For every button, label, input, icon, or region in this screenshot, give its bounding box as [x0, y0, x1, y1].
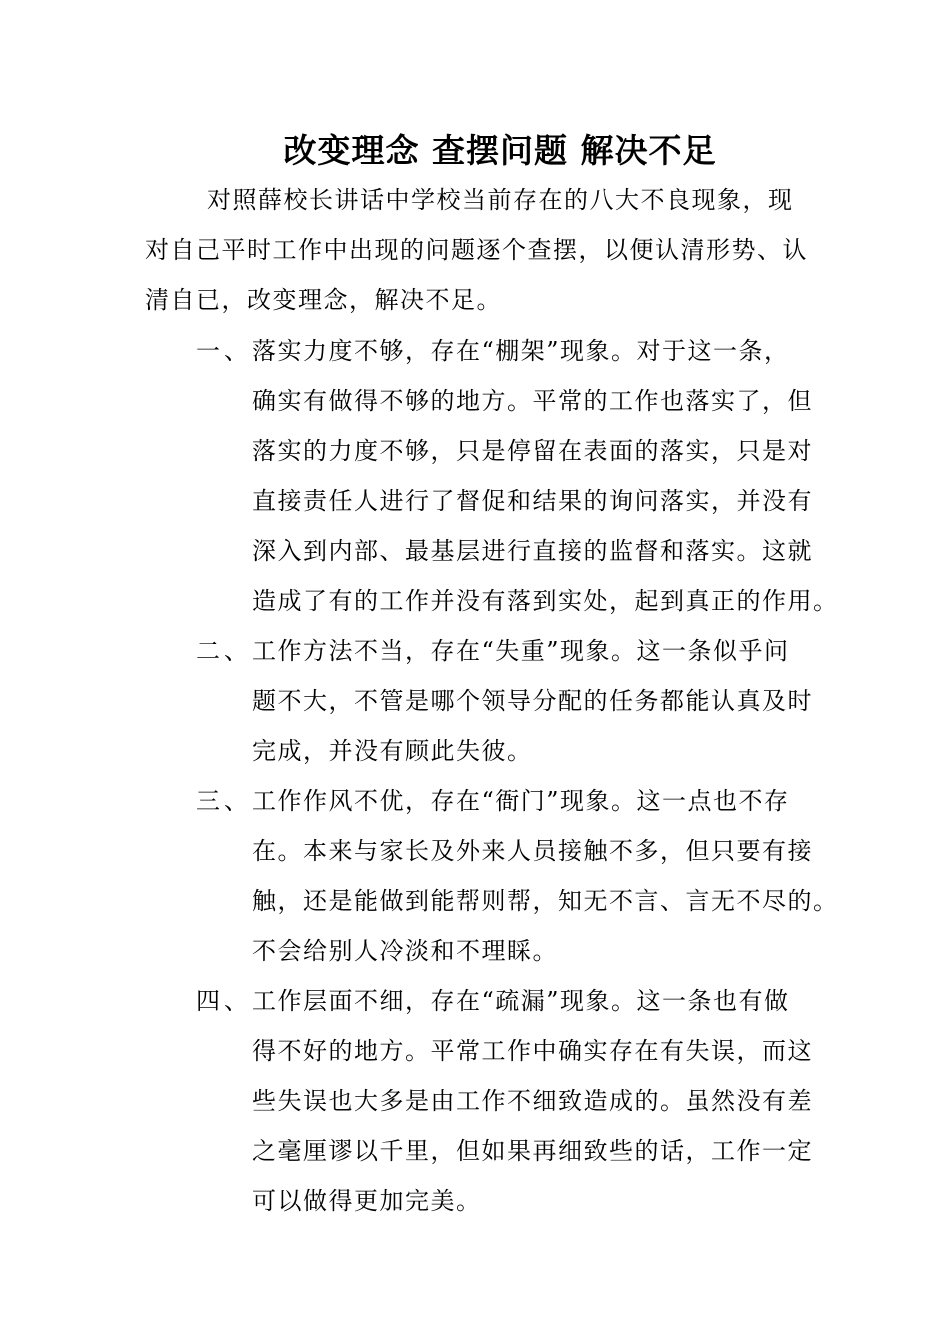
section-line: 工作层面不细，存在“疏漏”现象。这一条也有做	[252, 987, 790, 1015]
section-line: 在。本来与家长及外来人员接触不多，但只要有接	[252, 837, 813, 865]
section-line: 直接责任人进行了督促和结果的询问落实，并没有	[252, 487, 813, 515]
section-number: 三、	[196, 787, 252, 815]
section-line: 题不大，不管是哪个领导分配的任务都能认真及时	[252, 687, 813, 715]
intro-line: 清自已，改变理念，解决不足。	[145, 286, 502, 314]
section-line: 落实力度不够，存在“棚架”现象。对于这一条，	[252, 337, 790, 365]
section-number: 一、	[196, 337, 252, 365]
section-line: 工作作风不优，存在“衙门”现象。这一点也不存	[252, 787, 790, 815]
section-line: 些失误也大多是由工作不细致造成的。虽然没有差	[252, 1087, 813, 1115]
section-line: 确实有做得不够的地方。平常的工作也落实了，但	[252, 387, 813, 415]
document-title: 改变理念 查摆问题 解决不足	[283, 131, 717, 170]
section-number: 四、	[196, 987, 252, 1015]
section-line: 不会给别人冷淡和不理睬。	[252, 937, 558, 965]
section-line: 触，还是能做到能帮则帮，知无不言、言无不尽的。	[252, 887, 839, 915]
section-line: 造成了有的工作并没有落到实处，起到真正的作用。	[252, 587, 839, 615]
section-number: 二、	[196, 637, 252, 665]
section-line: 完成，并没有顾此失彼。	[252, 737, 533, 765]
intro-line: 对自己平时工作中出现的问题逐个查摆，以便认清形势、认	[145, 236, 808, 264]
section-line: 工作方法不当，存在“失重”现象。这一条似乎问	[252, 637, 790, 665]
section-line: 落实的力度不够，只是停留在表面的落实，只是对	[252, 437, 813, 465]
section-line: 得不好的地方。平常工作中确实存在有失误，而这	[252, 1037, 813, 1065]
section-line: 可以做得更加完美。	[252, 1187, 482, 1215]
intro-line: 对照薛校长讲话中学校当前存在的八大不良现象，现	[207, 186, 794, 214]
section-line: 之毫厘谬以千里，但如果再细致些的话，工作一定	[252, 1137, 813, 1165]
section-line: 深入到内部、最基层进行直接的监督和落实。这就	[252, 537, 813, 565]
